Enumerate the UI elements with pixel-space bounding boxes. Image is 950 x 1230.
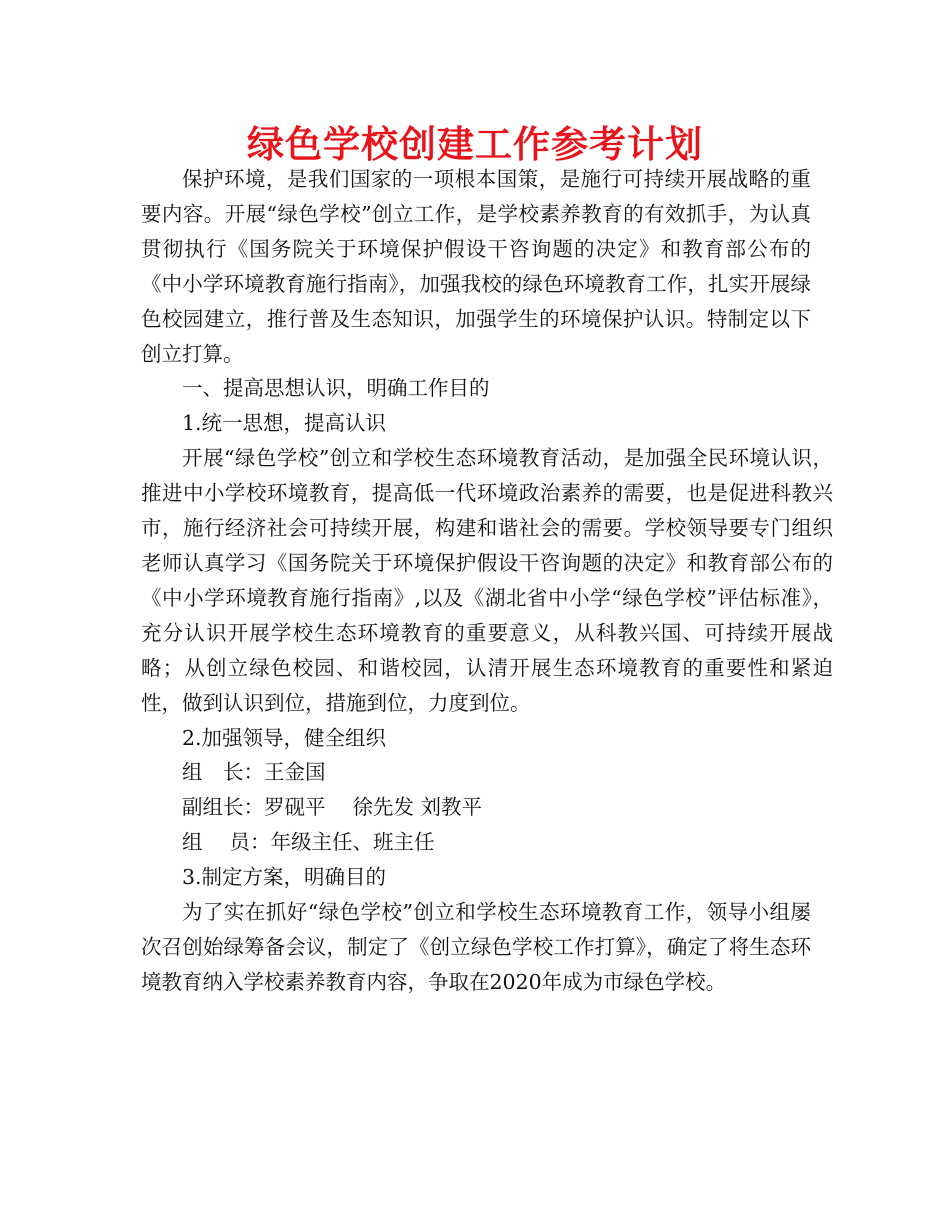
subsection-heading-2: 2.加强领导，健全组织	[182, 725, 387, 750]
intro-paragraph: 保护环境，是我们国家的一项根本国策，是施行可持续开展战略的重要内容。开展“绿色学校”创立工作，是学校素养教育的有效抓手，为认真贯彻执行《国务院关于环境保护假设干咨询题的决定》和教育部公布的《中小学环境教育施行指南》，加强我校的绿色环境教育工作，扎实开展绿色校园建立，推行普及生态知识，加强学生的环境保护认识。特制定以下创立打算。	[141, 167, 811, 366]
body-paragraph-2: 为了实在抓好“绿色学校”创立和学校生态环境教育工作，领导小组屡次召创始绿筹备会议，制定了《创立绿色学校工作打算》，确定了将生态环境教育纳入学校素养教育内容，争取在2020年成为市绿色学校。	[141, 900, 811, 994]
document-title: 绿色学校创建工作参考计划	[247, 123, 703, 166]
team-leader-line: 组 长：王金国	[182, 760, 326, 785]
subsection-heading-3: 3.制定方案，明确目的	[182, 865, 387, 890]
body-paragraph-1: 开展“绿色学校”创立和学校生态环境教育活动，是加强全民环境认识，推进中小学校环境教育，提高低一代环境政治素养的需要，也是促进科教兴市，施行经济社会可持续开展，构建和谐社会的需要。学校领导要专门组织老师认真学习《国务院关于环境保护假设干咨询题的决定》和教育部公布的《中小学环境教育施行指南》,以及《湖北省中小学“绿色学校”评估标准》，充分认识开展学校生态环境教育的重要意义，从科教兴国、可持续开展战略；从创立绿色校园、和谐校园，认清开展生态环境教育的重要性和紧迫性，做到认识到位，措施到位，力度到位。	[141, 446, 833, 715]
document-body	[141, 162, 833, 1000]
section-heading-1: 一、提高思想认识，明确工作目的	[182, 376, 490, 401]
team-members-line: 组 员：年级主任、班主任	[182, 830, 435, 855]
deputy-leader-line: 副组长：罗砚平 徐先发 刘教平	[182, 795, 483, 820]
subsection-heading-1: 1.统一思想，提高认识	[182, 411, 387, 436]
